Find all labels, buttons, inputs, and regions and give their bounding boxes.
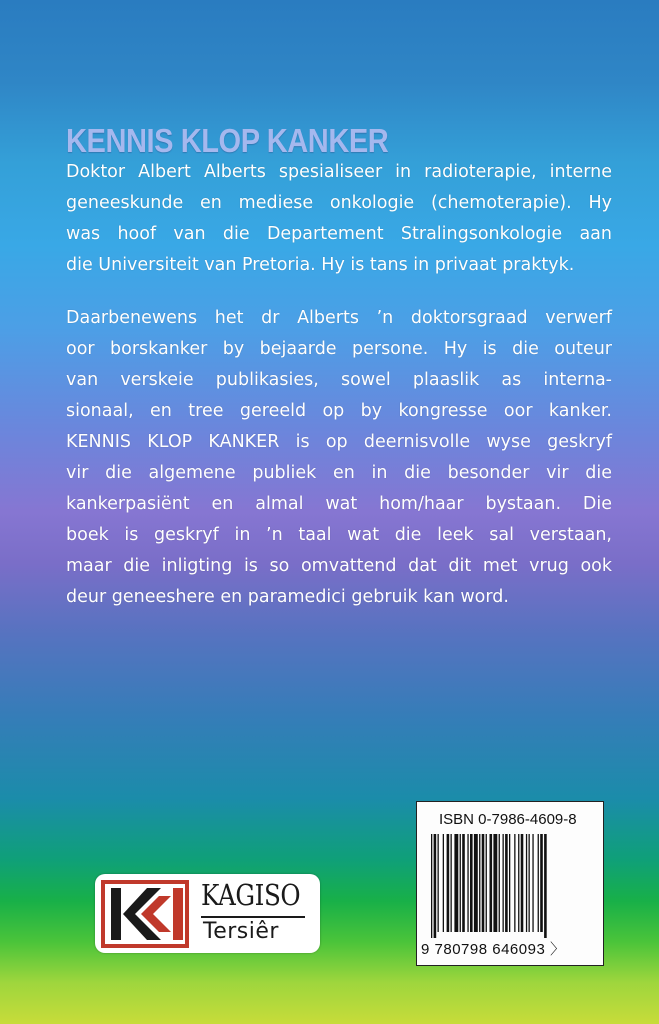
barcode-bar — [462, 834, 465, 932]
barcode-bar — [518, 834, 519, 932]
text-line: geneeskunde en mediese onkologie (chemoterapie). Hy — [66, 193, 612, 213]
barcode-bar — [521, 834, 524, 932]
text-line: sionaal, en tree gereeld op by kongresse oor kanker. — [66, 401, 612, 421]
barcode-bar — [467, 834, 468, 932]
barcode-bar — [470, 834, 473, 932]
text-line: maar die inligting is so omvattend dat dit met vrug ook — [66, 556, 612, 576]
isbn-label: ISBN 0-7986-4609-8 — [439, 811, 577, 828]
barcode-bar — [486, 834, 487, 932]
kagiso-logo-icon — [101, 880, 189, 948]
barcode-bar — [503, 834, 504, 932]
barcode-bar — [529, 834, 530, 932]
barcode-bar — [526, 834, 527, 932]
barcode-bar — [540, 834, 543, 932]
barcode-bar — [431, 834, 432, 938]
barcode-bar — [493, 834, 497, 932]
barcode-bar — [447, 834, 450, 932]
publisher-logo — [95, 874, 320, 953]
barcode-bar — [443, 834, 444, 932]
divider — [201, 916, 305, 918]
text-line: KENNIS KLOP KANKER is op deernisvolle wyse geskryf — [66, 432, 612, 452]
publisher-imprint: Tersiêr — [203, 919, 279, 944]
text-line: van verskeie publikasies, sowel plaaslik as interna- — [66, 370, 612, 390]
barcode-number: 9 780798 646093 〉 — [421, 941, 566, 958]
barcode-bar — [482, 834, 485, 932]
text-line: kankerpasiënt en almal wat hom/haar bystaan. Die — [66, 494, 612, 514]
barcode-bar — [514, 834, 515, 932]
text-line: oor borskanker by bejaarde persone. Hy is die outeur — [66, 339, 612, 359]
barcode-bar — [509, 834, 510, 932]
author-bio-paragraph — [66, 157, 612, 281]
barcode-bar — [544, 834, 547, 938]
book-description-paragraph — [66, 303, 612, 613]
barcode-bar — [538, 834, 539, 932]
barcode-bar — [438, 834, 439, 932]
barcode-panel — [416, 801, 604, 966]
text-line: boek is geskryf in ’n taal wat die leek sal verstaan, — [66, 525, 612, 545]
text-line: deur geneeshere en paramedici gebruik kan word. — [66, 587, 509, 607]
text-line: Doktor Albert Alberts spesialiseer in radioterapie, interne — [66, 162, 612, 182]
barcode-bar — [454, 834, 458, 932]
barcode-bar — [474, 834, 478, 932]
barcode-bar — [532, 834, 533, 932]
text-line: die Universiteit van Pretoria. Hy is tans in privaat praktyk. — [66, 255, 575, 275]
barcode-bar — [499, 834, 500, 932]
publisher-name: KAGISO — [201, 878, 301, 912]
barcode-bar — [460, 834, 461, 932]
barcode — [431, 834, 589, 938]
barcode-bar — [451, 834, 452, 932]
barcode-bar — [479, 834, 480, 932]
barcode-bar — [505, 834, 508, 932]
text-line: Daarbenewens het dr Alberts ’n doktorsgraad verwerf — [66, 308, 612, 328]
barcode-bar — [434, 834, 437, 938]
text-line: was hoof van die Departement Stralingsonkologie aan — [66, 224, 612, 244]
barcode-bar — [490, 834, 493, 932]
text-line: vir die algemene publiek en in die besonder vir die — [66, 463, 612, 483]
book-title: KENNIS KLOP KANKER — [66, 122, 389, 159]
